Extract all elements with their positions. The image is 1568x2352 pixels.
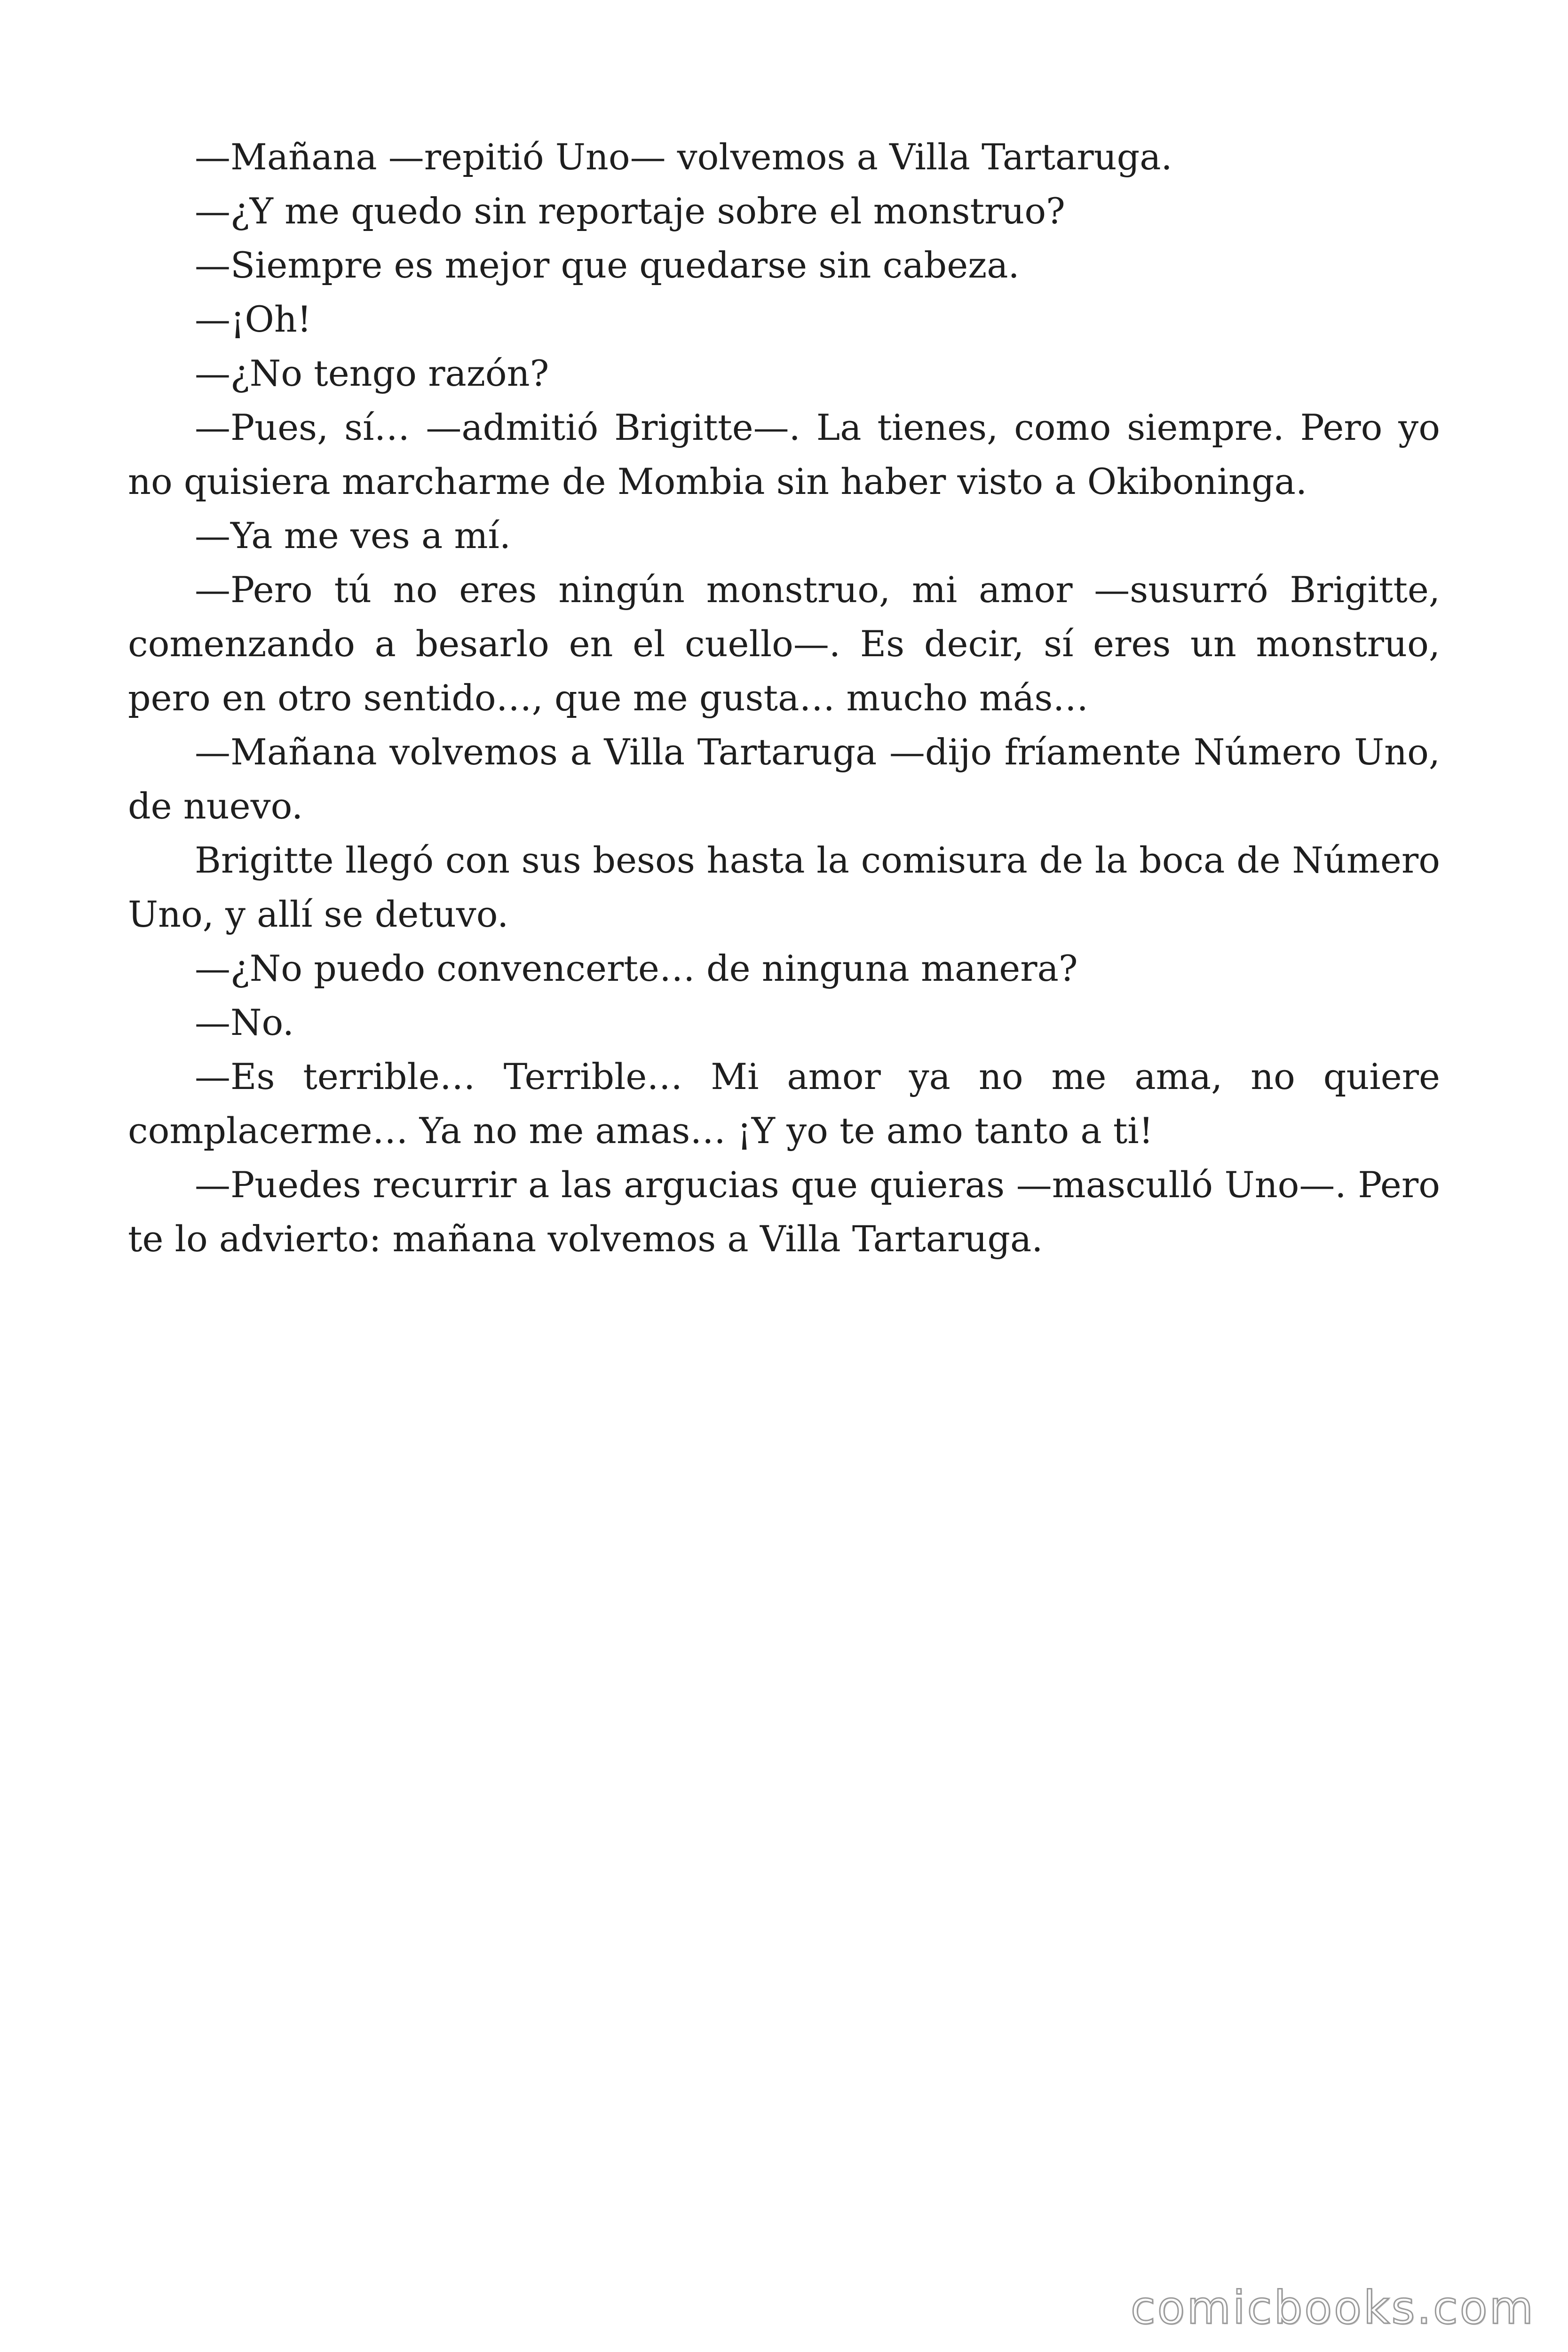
paragraph: —Es terrible… Terrible… Mi amor ya no me ama, no quiere complacerme… Ya no me amas… ¡Y yo te amo tanto a ti! [128, 1056, 1440, 1152]
paragraph: —¿No tengo razón? [195, 352, 549, 394]
paragraph: —¡Oh! [195, 298, 312, 340]
paragraph: —¿Y me quedo sin reportaje sobre el monstruo? [195, 190, 1065, 232]
paragraph: —¿No puedo convencerte… de ninguna manera? [195, 947, 1078, 989]
paragraph: —Ya me ves a mí. [195, 515, 511, 556]
paragraph: —Mañana —repitió Uno— volvemos a Villa Tartaruga. [195, 136, 1172, 178]
paragraph: —Mañana volvemos a Villa Tartaruga —dijo fríamente Número Uno, de nuevo. [128, 731, 1440, 827]
paragraph: Brigitte llegó con sus besos hasta la comisura de la boca de Número Uno, y allí se detuvo. [128, 839, 1440, 935]
paragraph: —Pero tú no eres ningún monstruo, mi amor —susurró Brigitte, comenzando a besarlo en el cuello—. Es decir, sí eres un monstruo, pero en otro sentido…, que me gusta… mucho más… [128, 569, 1440, 719]
paragraph: —Pues, sí… —admitió Brigitte—. La tienes, como siempre. Pero yo no quisiera marcharme de Mombia sin haber visto a Okiboninga. [128, 406, 1440, 502]
paragraph: —No. [195, 1001, 294, 1043]
paragraph: —Puedes recurrir a las argucias que quieras —masculló Uno—. Pero te lo advierto: mañana volvemos a Villa Tartaruga. [128, 1164, 1440, 1260]
paragraph: —Siempre es mejor que quedarse sin cabeza. [195, 244, 1020, 286]
watermark: comicbooks.com [1130, 2281, 1535, 2334]
page-body-text [128, 130, 1440, 1266]
